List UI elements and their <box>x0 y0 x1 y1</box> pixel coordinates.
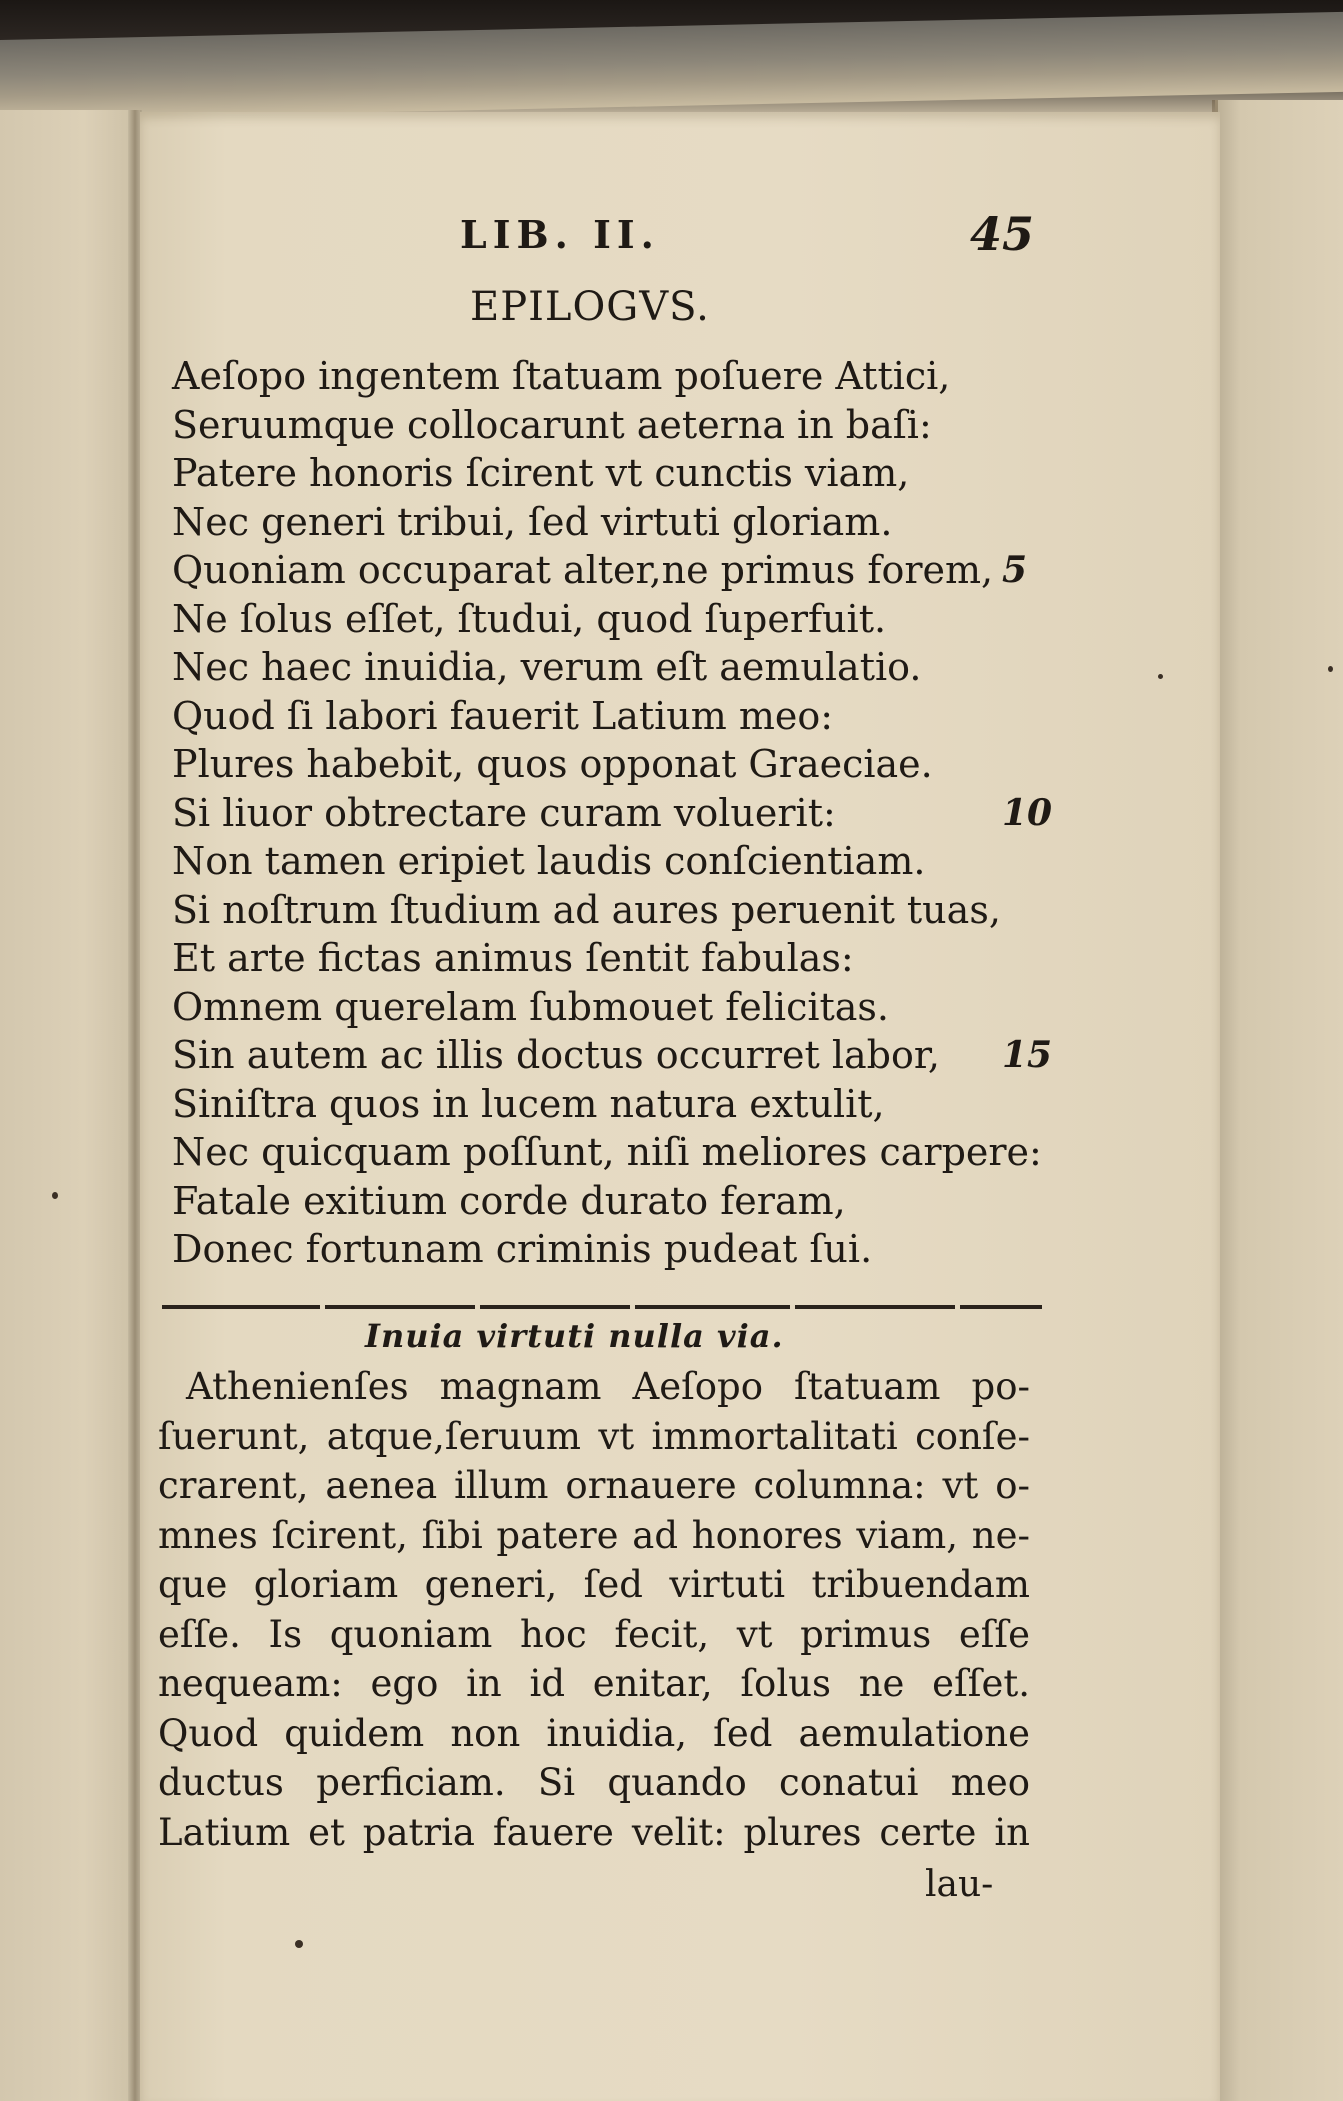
ink-speck <box>52 1192 58 1199</box>
verse-line <box>172 449 1072 498</box>
verse-text: Patere honoris ſcirent vt cunctis viam, <box>172 451 910 495</box>
verse-text: Quod ſi labori fauerit Latium meo: <box>172 693 834 738</box>
verse-line <box>172 692 1072 741</box>
rule-gap <box>790 1305 795 1309</box>
page-content <box>140 112 1220 2101</box>
verse-text: Omnem querelam ſubmouet felicitas. <box>172 984 890 1029</box>
poem-title: EPILOGVS. <box>470 284 710 330</box>
verse-text: Non tamen eripiet laudis conſcientiam. <box>172 839 926 883</box>
verse-line <box>172 1225 1072 1274</box>
book-top-edge <box>0 12 1343 120</box>
prose-block <box>158 1362 1030 1857</box>
verse-line <box>172 595 1072 644</box>
verse-line <box>172 740 1072 789</box>
facing-page-edge <box>0 110 140 2101</box>
prose-line: que gloriam generi, ſed virtuti tribuendam <box>158 1563 1030 1606</box>
verse-number: 10 <box>1002 791 1053 834</box>
verse-text: Sin autem ac illis doctus occurret labor, <box>172 1033 940 1077</box>
book-page <box>140 112 1220 2101</box>
verse-text: Nec quicquam poſſunt, niſi meliores carpere: <box>172 1130 1042 1174</box>
rule-gap <box>630 1305 635 1309</box>
verse-line <box>172 837 1072 886</box>
verse-line <box>172 643 1072 692</box>
verse-line <box>172 546 1072 595</box>
prose-line: Latium et patria fauere velit: plures certe in <box>158 1810 1030 1854</box>
verse-line <box>172 983 1072 1032</box>
running-head: LIB. II. <box>460 212 660 257</box>
verse-line <box>172 886 1072 935</box>
prose-line: nequeam: ego in id enitar, ſolus ne eſſet. <box>158 1662 1030 1705</box>
verse-text: Si liuor obtrectare curam voluerit: <box>172 790 836 835</box>
verse-text: Et arte fictas animus ſentit fabulas: <box>172 936 854 980</box>
verse-text: Aeſopo ingentem ſtatuam poſuere Attici, <box>172 354 951 398</box>
verse-number: 5 <box>1002 549 1028 591</box>
prose-line: ſuerunt, atque,ſeruum vt immortalitati conſe- <box>158 1414 1030 1458</box>
verse-line <box>172 1031 1072 1080</box>
verse-text: Si noſtrum ſtudium ad aures peruenit tuas, <box>172 887 1001 932</box>
verse-line <box>172 1128 1072 1177</box>
verse-line <box>172 352 1072 401</box>
verse-number: 15 <box>1002 1034 1053 1076</box>
rule-gap <box>475 1305 480 1309</box>
prose-line: mnes ſcirent, ſibi patere ad honores viam, ne- <box>158 1513 1030 1557</box>
ink-speck <box>295 1940 303 1948</box>
prose-line: Athenienſes magnam Aeſopo ſtatuam po- <box>186 1365 1030 1408</box>
verse-text: Seruumque collocarunt aeterna in baſi: <box>172 402 932 447</box>
ink-speck <box>1328 666 1333 672</box>
rule-gap <box>955 1305 960 1309</box>
page-number: 45 <box>970 207 1035 261</box>
verse-text: Nec generi tribui, ſed virtuti gloriam. <box>172 499 893 544</box>
verse-text: Siniſtra quos in lucem natura extulit, <box>172 1081 885 1126</box>
verse-line <box>172 1080 1072 1129</box>
verse-text: Plures habebit, quos opponat Graeciae. <box>172 742 933 786</box>
verse-line <box>172 934 1072 983</box>
ink-speck <box>1158 674 1163 679</box>
catchword: lau- <box>925 1864 994 1905</box>
verse-text: Fatale exitium corde durato feram, <box>172 1178 846 1223</box>
verse-line <box>172 401 1072 450</box>
underlying-sheet <box>1215 100 1343 2101</box>
prose-line: Quod quidem non inuidia, ſed aemulatione <box>158 1711 1030 1755</box>
verse-text: Donec fortunam criminis pudeat ſui. <box>172 1227 873 1271</box>
verse-line <box>172 789 1072 838</box>
verse-line <box>172 1177 1072 1226</box>
prose-line: crarent, aenea illum ornauere columna: vt o- <box>158 1464 1030 1507</box>
rule-gap <box>320 1305 325 1309</box>
motto: Inuia virtuti nulla via. <box>365 1317 784 1355</box>
verse-block <box>172 352 1072 1274</box>
verse-line <box>172 498 1072 547</box>
verse-text: Ne ſolus eſſet, ſtudui, quod ſuperfuit. <box>172 596 887 641</box>
prose-line: ductus perficiam. Si quando conatui meo <box>158 1761 1030 1804</box>
verse-text: Quoniam occuparat alter,ne primus forem, <box>172 548 994 592</box>
verse-text: Nec haec inuidia, verum eſt aemulatio. <box>172 645 922 689</box>
prose-line: eſſe. Is quoniam hoc fecit, vt primus eſſe <box>158 1612 1030 1656</box>
section-rule <box>162 1305 1042 1309</box>
